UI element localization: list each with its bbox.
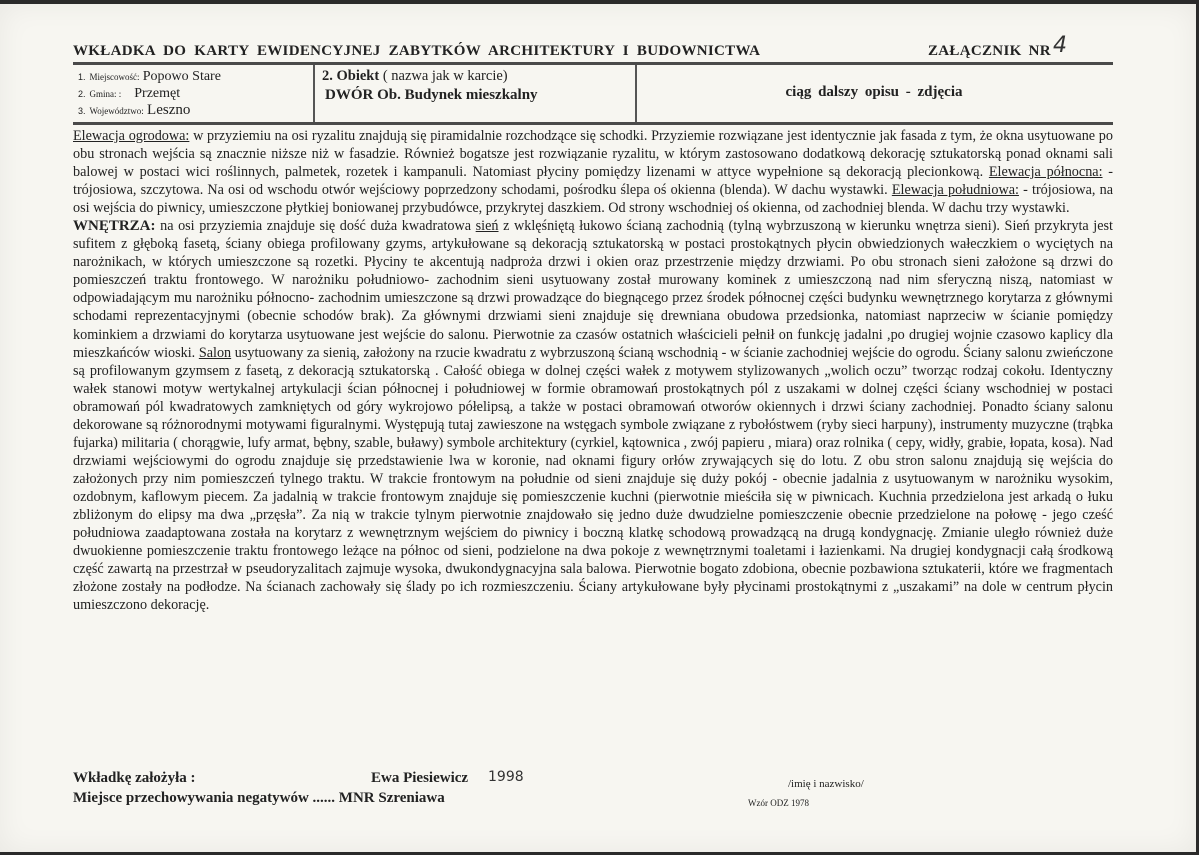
section-text: na osi przyziemia znajduje się dość duża kwadratowa xyxy=(155,218,476,235)
field-label: Miejscowość: xyxy=(89,72,140,82)
section-heading-garden-elevation: Elewacja ogrodowa: xyxy=(73,128,190,144)
continuation-label: ciąg dalszy opisu - zdjęcia xyxy=(785,84,963,100)
field-number: 2. xyxy=(78,89,86,99)
name-note: /imię i nazwisko/ xyxy=(788,778,864,790)
header-top-rule xyxy=(73,62,1113,65)
annex-label: ZAŁĄCZNIK NR xyxy=(928,43,1051,59)
description-paragraph xyxy=(73,217,1113,614)
location-field-commune xyxy=(78,84,313,101)
description-paragraph xyxy=(73,127,1113,217)
field-label: Województwo: xyxy=(89,106,144,116)
document-title: WKŁADKA DO KARTY EWIDENCYJNEJ ZABYTKÓW ARCHITEKTURY I BUDOWNICTWA xyxy=(73,43,761,59)
author-name: Ewa Piesiewicz xyxy=(371,770,469,786)
negatives-location: Miejsce przechowywania negatywów ...... MNR Szreniawa xyxy=(73,790,445,806)
section-text: - trójosiowa, na osi wejścia do piwnicy, umieszczone płytkiej boniowanej przybudówce, przykrytej daszkiem. Od strony wschodniej oś okienna, od zachodniej blenda. W dachu trzy wystawki. xyxy=(73,182,1114,217)
location-field-town xyxy=(78,67,313,84)
term-sien: sień xyxy=(475,218,499,235)
section-text: w przyziemiu na osi ryzalitu znajdują się piramidalnie rozchodzące się schodki. Przyziemie rozwiązane jest identycznie jak fasada z tym, że okna usytuowane po obu stronach wejścia są znacznie niższe niż w fasadzie. Również bogatsze jest rozwiązanie ryzalitu, w którym zastosowano dodatkową dekorację sztukatorską ponad oknami sali balowej w postaci wici roślinnych, palmetek, rozetek i kampanuli. Natomiast płyciny pomiędzy lizenami w attyce wypełnione są dekoracją plecionkową. xyxy=(73,128,1113,181)
header-divider xyxy=(313,65,315,122)
section-text: z wklęśniętą łukowo ścianą zachodnią (tylną wybrzuszoną w kierunku wnętrza sieni). Sień przykryta jest sufitem z głęboką fasetą, ściany obiega profilowany gzyms, artykułowane są dekoracją sztukatorską w postaci prostokątnych płycin obwiedzionych wałeczkiem o wyciętych na narożnikach, w których umieszczone są rozetki. Płyciny te akcentują nadproża drzwi i okien oraz przestrzenie między drzwiami. Po obu stronach sieni założone są drzwi do pomieszczeń traktu frontowego. W narożniku południowo- zachodnim sieni usytuowany został murowany kominek z umieszczoną nad nim sferyczną niszą, natomiast w odpowiadającym mu narożniku północno- zachodnim umieszczone są drzwi prowadzące do biegnącego przez środek północnej części budynku wewnętrznego korytarza z głównymi schodami reprezentacyjnymi (obecnie schodów brak). Za głównymi drzwiami sieni znajduje się drewniana obudowa przedsionka, natomiast naprzeciw w ścianie pomiędzy kominkiem a drzwiami do korytarza usytuowane jest wejście do salonu. Pierwotnie za czasów ostatnich właścicieli pełnił on funkcję jadalni ,po drugiej wojnie czasowo kaplicy dla mieszkańców wioski. xyxy=(73,218,1114,361)
object-value: DWÓR Ob. Budynek mieszkalny xyxy=(325,87,538,103)
field-label: Gmina: : xyxy=(89,89,122,99)
annex-number: 4 xyxy=(1053,33,1068,58)
section-text: - trójosiowa, szczytowa. Na osi od wschodu otwór wejściowy poprzedzony schodami, pośrodku ślepa oś okienna (blenda). W dachu wystawki. xyxy=(73,164,1113,199)
location-field-voivodeship xyxy=(78,101,313,118)
form-note: Wzór ODZ 1978 xyxy=(748,798,809,808)
section-heading-south-elevation: Elewacja południowa: xyxy=(891,182,1019,199)
section-text: usytuowany za sienią, założony na rzucie kwadratu z wybrzuszoną ścianą wschodnią - w ścianie zachodniej wejście do ogrodu. Ściany salonu zwieńczone są profilowanym gzymsem z fasetą, z dekoracją sztukatorską . Całość obiega w dolnej części wałek z motywem stylizowanych „wolich oczu” tworząc rodzaj cokołu. Identyczny wałek stanowi motyw wertykalnej artykulacji ścian północnej i południowej w formie obramowań prostokątnych pól z uszakami w dolnej części ściany wschodniej w postaci obramowań pól kwadratowych zamkniętych od góry wykrojowo półelipsą, a także w postaci obramowań otworów okiennych i drzwi ściany zachodniej. Ponadto ściany salonu dekorowane są różnorodnymi motywami figuralnymi. Występują tutaj zawieszone na wstęgach symbole związane z rybołóstwem (ryby sieci harpuny), instrumenty muzyczne (trąbka fujarka) militaria ( chorągwie, lufy armat, bębny, szable, buławy) symbole architektury (cyrkiel, kątownica , zwój papieru , miara) oraz rolnika ( cepy, widły, grabie, łopata, kosa). Nad drzwiami wejściowymi do ogrodu znajduje się przedstawienie lwa w koronie, nad oknami figury orłów zrywających się do lotu. Z obu stron salonu znajdują się wejścia do założonych przy nim pomieszczeń tylnego traktu. W trakcie frontowym na południe od sieni znajduje się duży pokój - obecnie jadalnia z usytuowanym w narożniku wysokim, ozdobnym, kaflowym piecem. Za jadalnią w trakcie frontowym znajduje się pomieszczenie kuchni (pierwotnie mieściła się w piwnicach. Kuchnia przedzielona jest arkadą o łuku zbliżonym do elipsy ma dwa „przęsła”. Za nią w trakcie tylnym pierwotnie znajdowało się jedno duże dwudzielne pomieszczenie obecnie przedzielone na połowę - jego cześć południowa zaadaptowana została na korytarz z wewnętrznym wejściem do piwnicy i boczną klatkę schodową prowadzącą na drugą kondygnację. Zmianie uległo również duże dwuokienne pomieszczenie traktu frontowego leżące na północ od sieni, podzielone na dwa pokoje z wewnętrznymi toaletami i łazienkami. Na drugiej kondygnacji całą środkową część zawartą na przestrzał w pseudoryzalitach zajmuje wysoka, dwukondygnacyjna sala balowa. Pierwotnie bogato zdobiona, obecnie pozbawiona sztukaterii, które we fragmentach złożone zostały na podłodze. Na ścianach zachowały się ślady po ich rozmieszczeniu. Ściany artykułowane były płycinami prostokątnymi z „uszakami” na dole w centrum płycin umieszczono dekorację. xyxy=(73,344,1113,614)
header-bottom-rule xyxy=(73,122,1113,125)
location-box xyxy=(78,67,313,118)
field-value: Leszno xyxy=(147,102,191,118)
document-page xyxy=(0,4,1196,852)
author-label: Wkładkę założyła : xyxy=(73,770,196,786)
header xyxy=(73,33,1113,61)
object-label-bold: 2. Obiekt xyxy=(322,68,380,84)
field-number: 1. xyxy=(78,72,86,82)
section-heading-interiors: WNĘTRZA: xyxy=(73,218,156,235)
term-salon: Salon xyxy=(198,344,232,361)
author-year: 1998 xyxy=(488,769,524,785)
description-body xyxy=(73,127,1113,614)
field-value: Popowo Stare xyxy=(142,69,221,84)
section-heading-north-elevation: Elewacja północna: xyxy=(988,164,1103,181)
object-box xyxy=(322,68,632,104)
object-label xyxy=(322,68,632,85)
field-number: 3. xyxy=(78,106,86,116)
object-label-rest: ( nazwa jak w karcie) xyxy=(379,68,508,84)
field-value: Przemęt xyxy=(134,86,181,101)
